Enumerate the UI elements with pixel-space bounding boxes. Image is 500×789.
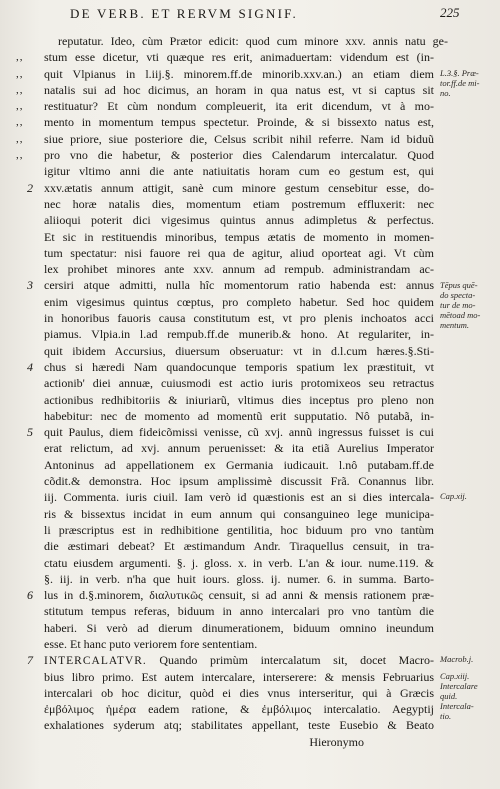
line-text: exhalationes syderum atq; stabilitates appellant, teste Eusebio & Beato — [44, 718, 434, 733]
text-line — [0, 310, 500, 326]
text-line — [0, 717, 500, 733]
text-line — [0, 66, 500, 82]
text-line — [0, 196, 500, 212]
text-line — [0, 522, 500, 538]
line-text: piamus. Vlpia.in l.ad rempub.ff.de munerib.& hono. At regulariter, in- — [44, 327, 434, 342]
line-text: haberi. Si verò ad dierum dinumerationem, biduum omnino ineundum — [44, 620, 434, 635]
line-text: Antoninus ad appellationem ex Germania iudicauit. l.nô putabam.ff.de — [44, 457, 434, 472]
text-line — [0, 685, 500, 701]
text-line — [0, 424, 500, 440]
text-line — [0, 49, 500, 65]
text-line — [0, 603, 500, 619]
text-line — [0, 489, 500, 505]
text-line — [0, 375, 500, 391]
marginal-note: Cap.xij. — [440, 491, 467, 502]
line-text: ctatu eiusdem argumenti. §. j. gloss. x. in verb. L'an & iour. nume.119. & — [44, 555, 434, 570]
text-line — [0, 114, 500, 130]
line-text: reputatur. Ideo, cùm Prætor edicit: quod cum minore xxv. annis natu ge- — [58, 34, 448, 48]
text-line — [0, 440, 500, 456]
line-text: enim vigesimus quintus cœptus, pro completo habetur. Sed hoc quidem — [44, 294, 434, 309]
line-text: bius libro primo. Est autem intercalare, interserere: & mensis Februarius — [44, 669, 434, 684]
quotation-marks: ,, — [16, 100, 24, 113]
quotation-marks: ,, — [16, 83, 24, 96]
line-text: siue priore, siue posteriore die, Celsus scribit nihil referre. Nam id biduũ — [44, 131, 434, 146]
text-line — [0, 229, 500, 245]
line-text: quit Vlpianus in l.iij.§. minorem.ff.de minorib.xxv.an.) an etiam diem — [44, 66, 434, 81]
quotation-marks: ,, — [16, 116, 24, 129]
text-line — [0, 571, 500, 587]
text-line — [0, 392, 500, 408]
line-text: quit ibidem Accursius, diuersum obseruatur: vt in d.l.cum hæres.§.Sti- — [44, 343, 434, 358]
line-text: li præscriptus est in redhibitione gentilitia, hoc biduum pro vno tantùm — [44, 522, 434, 537]
text-line — [0, 359, 500, 375]
marginal-note: L.3.§. Præ- tor.ff.de mi- no. — [440, 67, 480, 98]
paragraph-number: 5 — [27, 425, 33, 440]
line-text: INTERCALATVR. Quando primùm intercalatum sit, docet Macro- — [44, 653, 434, 668]
text-line — [0, 82, 500, 98]
line-text: aliioqui poterit dici vigesimus quintus annus adimpletus & perfectus. — [44, 213, 434, 228]
line-text: stitutum tempus referas, biduum in anno intercalari pro vno tantùm die — [44, 604, 434, 619]
text-line — [0, 538, 500, 554]
quotation-marks: ,, — [16, 51, 24, 64]
marginal-note: Cap.xiij. Intercalare quid. Intercala- tio. — [440, 670, 478, 721]
text-line — [0, 473, 500, 489]
text-line — [0, 212, 500, 228]
text-line — [0, 147, 500, 163]
text-line — [0, 408, 500, 424]
text-line — [0, 506, 500, 522]
line-text: die æstimari debeat? Et æstimandum Andr. Tiraquellus censuit, in tra- — [44, 539, 434, 554]
text-line — [0, 457, 500, 473]
line-text: mento in momentum tempus spectetur. Proinde, & si bissexto natus est, — [44, 115, 434, 130]
line-text: cõdit.& demonstra. Hoc ipsum amplissimè discussit Frã. Conannus libr. — [44, 474, 434, 489]
text-line — [0, 669, 500, 685]
line-text: tum spectatur: nisi fauore rei qua de agitur, aliud oporteat agi. Vt cùm — [44, 245, 434, 260]
text-line — [0, 245, 500, 261]
text-line — [0, 294, 500, 310]
line-text: xxv.ætatis annum attigit, sanè cum minore gestum censebitur esse, do- — [44, 180, 434, 195]
line-text: natalis sui ad hoc dicimus, an horam in qua natus est, vt si captus sit — [44, 82, 434, 97]
line-text: ἐμβόλιμος ἡμέρα eadem ratione, & ἐμβόλιμος intercalatio. Aegyptij — [44, 702, 434, 717]
text-line — [0, 734, 500, 750]
text-line — [0, 131, 500, 147]
text-line — [0, 180, 500, 196]
line-text: erat relictum, ad xvj. annum peruenisset: & ita etiã Aurelius Imperator — [44, 441, 434, 456]
paragraph-number: 3 — [27, 278, 33, 293]
line-text: quit Paulus, diem fideicõmissi venisse, cũ xvj. annũ ingressus fuisset is cui — [44, 425, 434, 440]
line-text: in honoribus fauoris causa constitutum est, vt pro plenis inchoatos acci — [44, 311, 434, 326]
text-line — [0, 343, 500, 359]
text-line — [0, 555, 500, 571]
line-text: actionib' diei annuæ, cuiusmodi est actio iuris protomixeos seu retractus — [44, 376, 434, 391]
text-line — [0, 326, 500, 342]
line-text: §. iij. in verb. n'ha que huit iours. gloss. ij. numer. 6. in summa. Barto- — [44, 571, 434, 586]
text-line — [0, 277, 500, 293]
text-line — [0, 163, 500, 179]
text-line — [0, 33, 500, 49]
line-text: igitur vltimo anni die ante natiuitatis horam cum eo gestum est, qui — [44, 164, 434, 179]
text-line — [0, 98, 500, 114]
text-line — [0, 587, 500, 603]
line-text: pro vno die habetur, & posterior dies Calendarum intercalatur. Quod — [44, 148, 434, 163]
line-text: intercalari ob hoc dicitur, quòd ei dies vnus interseritur, qui à Græcis — [44, 685, 434, 700]
line-text: actionibus redhibitoriis & iniuriarũ, vltimus dies inceptus pro pleno non — [44, 392, 434, 407]
line-text: stum esse dicetur, vti quæque res erit, animaduertam: videndum est (in- — [44, 50, 434, 65]
running-title: DE VERB. ET RERVM SIGNIF. — [70, 6, 298, 21]
line-text: lex prohibet minores ante xxv. annum ad rempub. administrandam ac- — [44, 262, 434, 277]
quotation-marks: ,, — [16, 149, 24, 162]
page-number: 225 — [440, 5, 460, 20]
text-line — [0, 261, 500, 277]
paragraph-number: 2 — [27, 180, 33, 195]
line-text: cersiri atque admitti, nulla hîc momentorum ratio habenda est: annus — [44, 278, 434, 293]
quotation-marks: ,, — [16, 67, 24, 80]
quotation-marks: ,, — [16, 132, 24, 145]
text-line — [0, 636, 500, 652]
line-text: esse. Et hanc puto veriorem fore sententiam. — [44, 636, 258, 651]
text-block — [0, 33, 500, 750]
marginal-note: Tēpus quē- do specta- tur de mo- mētoad mo- mentum. — [440, 279, 481, 330]
line-text: Hieronymo — [309, 734, 364, 749]
text-line — [0, 652, 500, 668]
line-text: nec horæ natalis dies, momentum etiam postremum effluxerit: nec — [44, 196, 434, 211]
line-text: restituatur? Et cùm nondum compleuerit, ita erit dicendum, vt à mo- — [44, 99, 434, 114]
text-line — [0, 620, 500, 636]
line-text: ris & bissextus incidat in eum annum qui consanguineo lege municipa- — [44, 506, 434, 521]
paragraph-number: 6 — [27, 588, 33, 603]
line-text: chus si hæredi Nam quandocunque temporis spatium lex præstituit, vt — [44, 359, 434, 374]
marginal-note: Macrob.j. — [440, 654, 474, 665]
paragraph-number: 4 — [27, 359, 33, 374]
line-text: lus in d.§.minorem, διαλυτικῶς censuit, si ad anni & mensis rationem præ- — [44, 588, 434, 603]
line-text: iij. Commenta. iuris ciuil. Iam verò id quæstionis est an si dies intercala- — [44, 490, 434, 505]
text-line — [0, 701, 500, 717]
paragraph-number: 7 — [27, 653, 33, 668]
line-text: habebitur: nec de momento ad momentũ erit supputatio. Nô putabã, in- — [44, 408, 434, 423]
line-text: Et sic in restituendis minoribus, tempus ætatis de momento in momen- — [44, 229, 434, 244]
